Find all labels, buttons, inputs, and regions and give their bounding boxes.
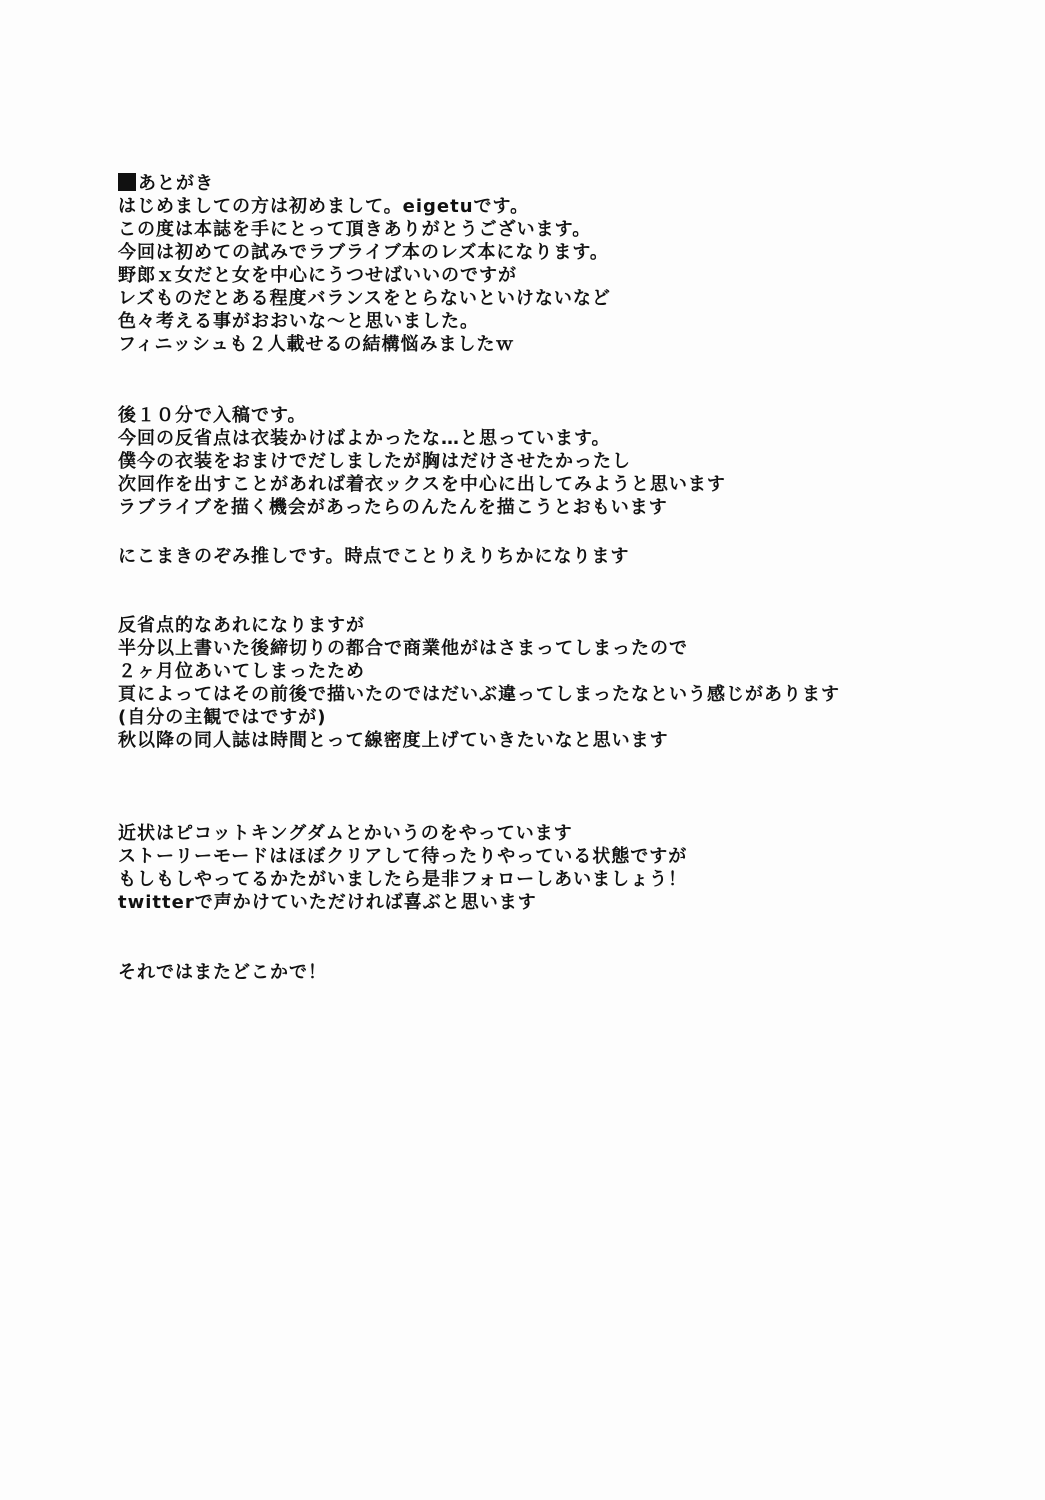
text-line: 秋以降の同人誌は時間とって線密度上げていきたいなと思います: [118, 730, 669, 751]
afterword-intro-section: [118, 172, 998, 356]
text-line: この度は本誌を手にとって頂きありがとうございます。: [118, 219, 592, 240]
text-line: にこまきのぞみ推しです。時点でことりえりちかになります: [118, 546, 630, 567]
text-line: それではまたどこかで！: [118, 962, 327, 983]
text-line: 近状はピコットキングダムとかいうのをやっています: [118, 823, 573, 844]
text-line: フィニッシュも２人載せるの結構悩みましたｗ: [118, 334, 515, 355]
text-line: 半分以上書いた後締切りの都合で商業他がはさまってしまったので: [118, 638, 688, 659]
black-square-icon: [118, 173, 136, 191]
closing-section: [118, 961, 998, 984]
text-line: ラブライブを描く機会があったらのんたんを描こうとおもいます: [118, 497, 668, 518]
text-line: もしもしやってるかたがいましたら是非フォローしあいましょう！: [118, 869, 688, 890]
text-line: 反省点的なあれになりますが: [118, 615, 365, 636]
text-line: ２ヶ月位あいてしまったため: [118, 661, 365, 682]
reflection-section: [118, 614, 998, 752]
text-line: twitterで声かけていただければ喜ぶと思います: [118, 892, 537, 913]
text-line: レズものだとある程度バランスをとらないといけないなど: [118, 288, 611, 309]
text-line: 後１０分で入稿です。: [118, 405, 307, 426]
text-line: 色々考える事がおおいな～と思いました。: [118, 311, 479, 332]
text-line: 野郎ｘ女だと女を中心にうつせばいいのですが: [118, 265, 517, 286]
text-line: 僕今の衣装をおまけでだしましたが胸はだけさせたかったし: [118, 451, 631, 472]
recent-news-section: [118, 822, 998, 914]
deadline-section: [118, 404, 998, 519]
afterword-heading: あとがき: [118, 172, 998, 195]
text-line: (自分の主観ではですが): [118, 707, 327, 728]
text-line: 今回は初めての試みでラブライブ本のレズ本になります。: [118, 242, 609, 263]
text-line: 今回の反省点は衣装かけばよかったな…と思っています。: [118, 428, 611, 449]
text-line: 頁によってはその前後で描いたのではだいぶ違ってしまったなという感じがあります: [118, 684, 840, 705]
text-line: 次回作を出すことがあれば着衣ックスを中心に出してみようと思います: [118, 474, 726, 495]
text-line: ストーリーモードはほぼクリアして待ったりやっている状態ですが: [118, 846, 688, 867]
text-line: はじめましての方は初めまして。eigetuです。: [118, 196, 530, 217]
favorites-section: [118, 545, 998, 568]
